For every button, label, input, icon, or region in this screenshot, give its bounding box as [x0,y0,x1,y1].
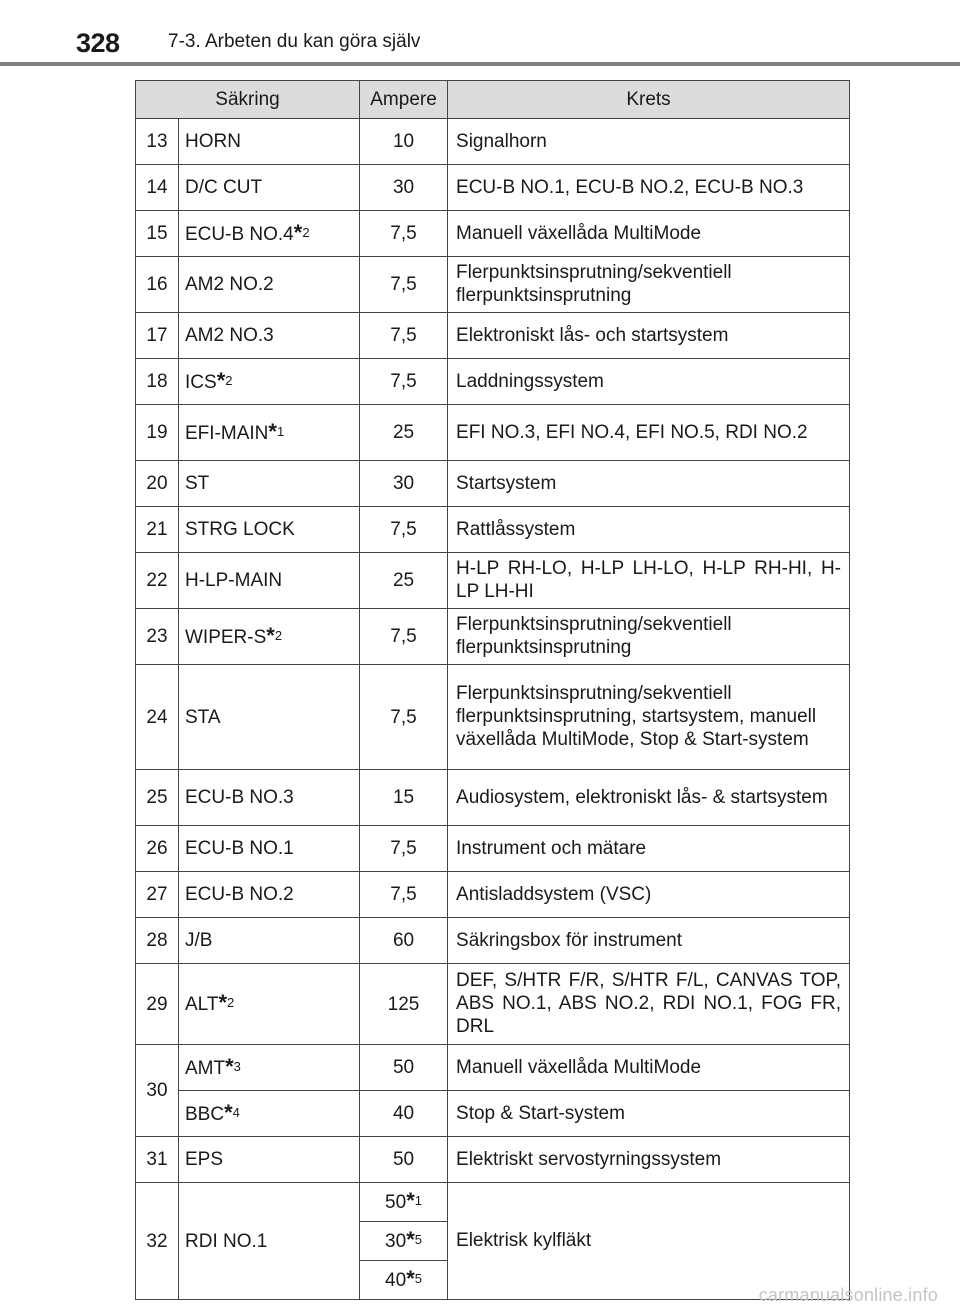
fuse-circuit: Instrument och mätare [448,826,850,872]
fuse-name: H-LP-MAIN [179,553,360,609]
fuse-name [179,609,360,665]
footnote-star: * [268,418,277,444]
fuse-number: 16 [136,257,179,313]
table-row [136,461,850,507]
fuse-circuit: Elektrisk kylfläkt [448,1183,850,1300]
fuse-circuit: Audiosystem, elektroniskt lås- & startsystem [448,770,850,826]
footnote-number: 2 [227,995,235,1010]
fuse-ampere: 50 [360,1137,448,1183]
footnote-number: 1 [414,1193,422,1208]
fuse-name: D/C CUT [179,165,360,211]
fuse-ampere: 25 [360,405,448,461]
fuse-number: 13 [136,119,179,165]
fuse-table [135,80,850,1300]
fuse-ampere: 50 [360,1045,448,1091]
fuse-number: 20 [136,461,179,507]
table-row [136,665,850,770]
fuse-circuit: Flerpunktsinsprutning/sekventiell flerpunktsinsprutning [448,609,850,665]
fuse-number: 24 [136,665,179,770]
fuse-name: STA [179,665,360,770]
fuse-ampere: 7,5 [360,826,448,872]
table-row [136,211,850,257]
fuse-circuit: Flerpunktsinsprutning/sekventiell flerpunktsinsprutning, startsystem, manuell växellåda MultiMode, Stop & Start-system [448,665,850,770]
fuse-name: AM2 NO.3 [179,313,360,359]
fuse-name-text: AMT [185,1057,226,1079]
table-header-row [136,81,850,119]
footnote-number: 5 [414,1232,422,1247]
fuse-name [179,405,360,461]
fuse-circuit: Stop & Start-system [448,1091,850,1137]
fuse-ampere: 7,5 [360,359,448,405]
footnote-star: * [225,1053,234,1079]
footnote-number: 4 [232,1104,240,1120]
table-row [136,918,850,964]
table-row [136,1091,850,1137]
footnote-star: * [406,1266,415,1291]
fuse-name [179,359,360,405]
fuse-circuit: Säkringsbox för instrument [448,918,850,964]
fuse-circuit: ECU-B NO.1, ECU-B NO.2, ECU-B NO.3 [448,165,850,211]
footnote-star: * [266,622,275,648]
footnote-marker [225,1053,241,1079]
footnote-marker [406,1188,422,1213]
table-row [136,313,850,359]
fuse-number: 25 [136,770,179,826]
table-row [136,826,850,872]
fuse-circuit: Rattlåssystem [448,507,850,553]
footnote-marker [293,219,310,245]
fuse-number: 15 [136,211,179,257]
fuse-ampere: 7,5 [360,257,448,313]
fuse-circuit: Laddningssystem [448,359,850,405]
fuse-circuit: Signalhorn [448,119,850,165]
fuse-ampere: 7,5 [360,665,448,770]
fuse-name-text: WIPER-S [185,626,267,648]
fuse-ampere [360,1222,448,1261]
fuse-name: AM2 NO.2 [179,257,360,313]
fuse-circuit: Elektroniskt lås- och startsystem [448,313,850,359]
footnote-marker [216,367,233,393]
footnote-number: 3 [233,1058,241,1074]
fuse-number: 17 [136,313,179,359]
fuse-name: J/B [179,918,360,964]
fuse-number: 27 [136,872,179,918]
footnote-marker [266,622,283,648]
ampere-value: 50 [385,1192,407,1213]
fuse-ampere: 7,5 [360,872,448,918]
fuse-number: 19 [136,405,179,461]
fuse-number: 29 [136,964,179,1045]
fuse-circuit: DEF, S/HTR F/R, S/HTR F/L, CANVAS TOP, ABS NO.1, ABS NO.2, RDI NO.1, FOG FR, DRL [448,964,850,1045]
table-row [136,553,850,609]
fuse-name: RDI NO.1 [179,1183,360,1300]
fuse-name: ECU-B NO.3 [179,770,360,826]
footnote-star: * [406,1188,415,1213]
footnote-number: 2 [225,372,233,388]
fuse-name: ST [179,461,360,507]
fuse-ampere: 7,5 [360,211,448,257]
footnote-marker [268,418,285,444]
fuse-ampere [360,1183,448,1222]
fuse-ampere: 7,5 [360,313,448,359]
fuse-name-text: ALT [185,994,219,1015]
section-title: 7-3. Arbeten du kan göra själv [168,31,421,52]
fuse-ampere: 125 [360,964,448,1045]
fuse-circuit: Elektriskt servostyrningssystem [448,1137,850,1183]
table-row [136,119,850,165]
fuse-ampere: 10 [360,119,448,165]
fuse-name [179,211,360,257]
footnote-star: * [218,990,227,1015]
footnote-marker [406,1266,422,1291]
fuse-ampere: 15 [360,770,448,826]
footnote-marker [406,1227,422,1252]
table-row [136,257,850,313]
fuse-ampere: 7,5 [360,507,448,553]
fuse-name-text: ICS [185,371,217,393]
fuse-ampere: 7,5 [360,609,448,665]
fuse-number: 22 [136,553,179,609]
fuse-ampere: 30 [360,165,448,211]
fuse-name: HORN [179,119,360,165]
fuse-number: 21 [136,507,179,553]
footnote-star: * [406,1227,415,1252]
watermark: carmanualsonline.info [758,1285,938,1305]
footnote-marker [218,990,235,1015]
table-row [136,1137,850,1183]
fuse-circuit: Manuell växellåda MultiMode [448,1045,850,1091]
header-ampere: Ampere [360,81,448,119]
fuse-name-text: ECU-B NO.4 [185,223,294,245]
fuse-circuit: Manuell växellåda MultiMode [448,211,850,257]
fuse-name [179,964,360,1045]
fuse-ampere: 40 [360,1091,448,1137]
fuse-number: 26 [136,826,179,872]
footnote-marker [224,1099,240,1125]
fuse-ampere [360,1261,448,1300]
header-fuse: Säkring [136,81,360,119]
fuse-name: ECU-B NO.1 [179,826,360,872]
fuse-number: 18 [136,359,179,405]
fuse-ampere: 30 [360,461,448,507]
fuse-number: 30 [136,1045,179,1137]
fuse-number: 23 [136,609,179,665]
fuse-ampere: 25 [360,553,448,609]
fuse-number: 28 [136,918,179,964]
table-row [136,165,850,211]
fuse-name-text: BBC [185,1103,225,1125]
fuse-circuit: H-LP RH-LO, H-LP LH-LO, H-LP RH-HI, H-LP LH-HI [448,553,850,609]
ampere-value: 40 [385,1270,407,1291]
footnote-number: 2 [302,224,310,240]
footnote-star: * [293,219,303,245]
table-row [136,609,850,665]
fuse-name [179,1045,360,1091]
table-row [136,359,850,405]
fuse-name: ECU-B NO.2 [179,872,360,918]
table-row [136,405,850,461]
fuse-circuit: Startsystem [448,461,850,507]
footnote-star: * [216,367,226,393]
footnote-star: * [224,1099,233,1125]
table-row [136,872,850,918]
footnote-number: 5 [414,1271,422,1286]
table-row [136,1045,850,1091]
page-number: 328 [76,28,120,58]
fuse-number: 31 [136,1137,179,1183]
footnote-number: 1 [276,423,285,439]
table-row [136,1183,850,1222]
ampere-value: 30 [385,1231,407,1252]
table-row [136,770,850,826]
fuse-name [179,1091,360,1137]
fuse-name: EPS [179,1137,360,1183]
fuse-number: 32 [136,1183,179,1300]
fuse-ampere: 60 [360,918,448,964]
header-rule [0,62,960,66]
header-circuit: Krets [448,81,850,119]
fuse-name-text: EFI-MAIN [185,422,269,444]
fuse-circuit: Antisladdsystem (VSC) [448,872,850,918]
table-row [136,964,850,1045]
footnote-number: 2 [274,627,283,643]
fuse-circuit: Flerpunktsinsprutning/sekventiell flerpunktsinsprutning [448,257,850,313]
table-row [136,507,850,553]
fuse-name: STRG LOCK [179,507,360,553]
fuse-circuit: EFI NO.3, EFI NO.4, EFI NO.5, RDI NO.2 [448,405,850,461]
page-header [68,22,960,62]
fuse-number: 14 [136,165,179,211]
